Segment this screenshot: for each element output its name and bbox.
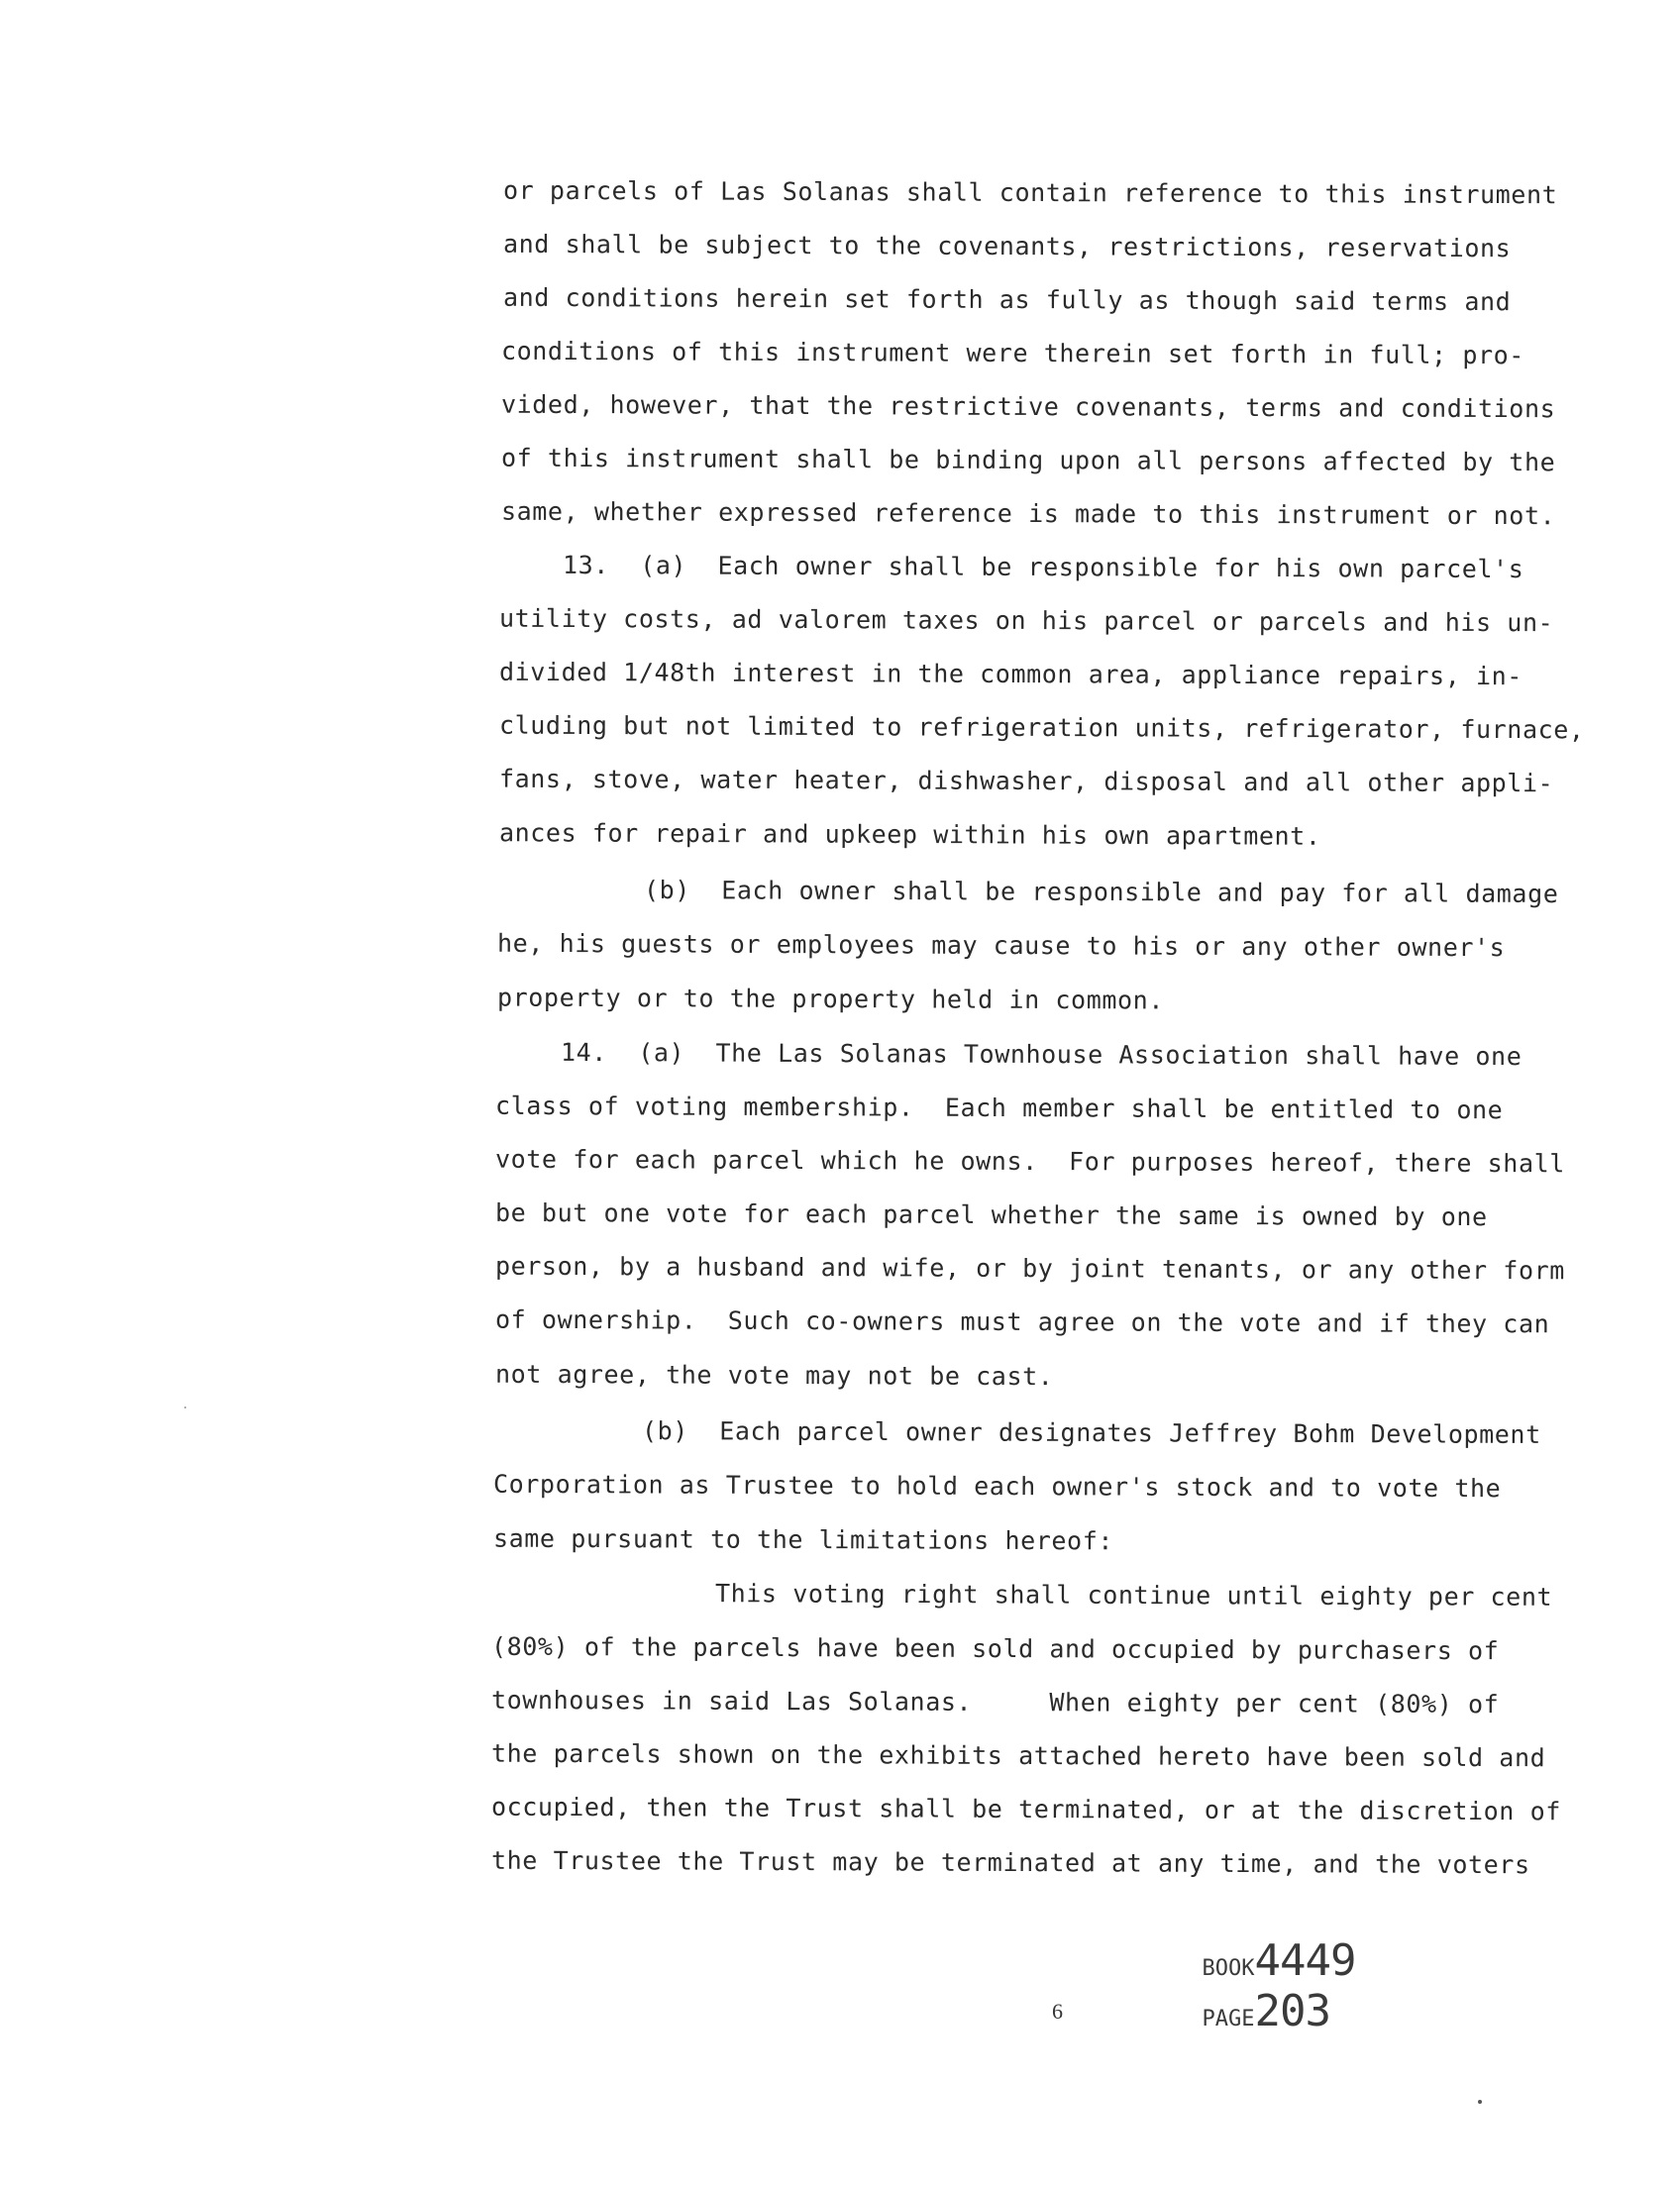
text-line: property or to the property held in common. — [496, 983, 1165, 1015]
text-line: be but one vote for each parcel whether the same is owned by one — [494, 1198, 1488, 1232]
page-number-stamp: 203 — [1254, 1986, 1330, 2036]
text-line: not agree, the vote may not be cast. — [494, 1359, 1054, 1392]
scan-speck — [1478, 2100, 1482, 2104]
text-line: the parcels shown on the exhibits attached hereto have been sold and — [490, 1738, 1546, 1773]
text-line: 13. (a) Each owner shall be responsible for his own parcel's — [562, 550, 1524, 584]
text-line: conditions of this instrument were therein set forth in full; pro- — [500, 336, 1525, 370]
text-line: fans, stove, water heater, dishwasher, disposal and all other appli- — [498, 764, 1554, 798]
text-line: cluding but not limited to refrigeration units, refrigerator, furnace, — [498, 710, 1585, 745]
text-line: or parcels of Las Solanas shall contain reference to this instrument — [502, 175, 1558, 210]
page-label: PAGE — [1202, 2007, 1255, 2031]
book-page-stamp — [1164, 1917, 1355, 2055]
text-line: 14. (a) The Las Solanas Townhouse Association shall have one — [560, 1037, 1522, 1072]
text-line: divided 1/48th interest in the common area, appliance repairs, in- — [498, 657, 1523, 691]
scan-speck — [184, 1406, 186, 1408]
text-line: and shall be subject to the covenants, restrictions, reservations — [502, 229, 1512, 263]
text-line: the Trustee the Trust may be terminated at any time, and the voters — [490, 1845, 1530, 1880]
book-number: 4449 — [1254, 1935, 1356, 1986]
text-line: he, his guests or employees may cause to his or any other owner's — [496, 928, 1506, 963]
text-line: same, whether expressed reference is made to this instrument or not. — [500, 496, 1556, 531]
text-line: This voting right shall continue until eighty per cent — [714, 1579, 1553, 1612]
text-line: vided, however, that the restrictive covenants, terms and conditions — [500, 389, 1556, 424]
text-line: of ownership. Such co-owners must agree on the vote and if they can — [494, 1304, 1550, 1339]
text-line: townhouses in said Las Solanas. When eighty per cent (80%) of — [490, 1685, 1500, 1719]
book-label: BOOK — [1202, 1956, 1255, 1981]
text-line: of this instrument shall be binding upon all persons affected by the — [500, 443, 1556, 477]
text-line: vote for each parcel which he owns. For purposes hereof, there shall — [494, 1144, 1565, 1179]
text-line: (b) Each owner shall be responsible and pay for all damage — [643, 875, 1559, 909]
page-number: 6 — [1052, 1999, 1063, 2024]
text-line: ances for repair and upkeep within his own apartment. — [498, 818, 1321, 851]
text-line: utility costs, ad valorem taxes on his parcel or parcels and his un- — [498, 603, 1554, 638]
text-line: same pursuant to the limitations hereof: — [492, 1523, 1114, 1556]
text-line: and conditions herein set forth as fully as though said terms and — [502, 282, 1512, 317]
text-line: occupied, then the Trust shall be terminated, or at the discretion of — [490, 1792, 1561, 1826]
text-line: Corporation as Trustee to hold each owner's stock and to vote the — [492, 1469, 1502, 1504]
text-line: person, by a husband and wife, or by joint tenants, or any other form — [494, 1251, 1565, 1286]
text-line: class of voting membership. Each member shall be entitled to one — [494, 1091, 1504, 1125]
text-line: (b) Each parcel owner designates Jeffrey Bohm Development — [641, 1416, 1541, 1449]
text-line: (80%) of the parcels have been sold and occupied by purchasers of — [490, 1631, 1500, 1666]
